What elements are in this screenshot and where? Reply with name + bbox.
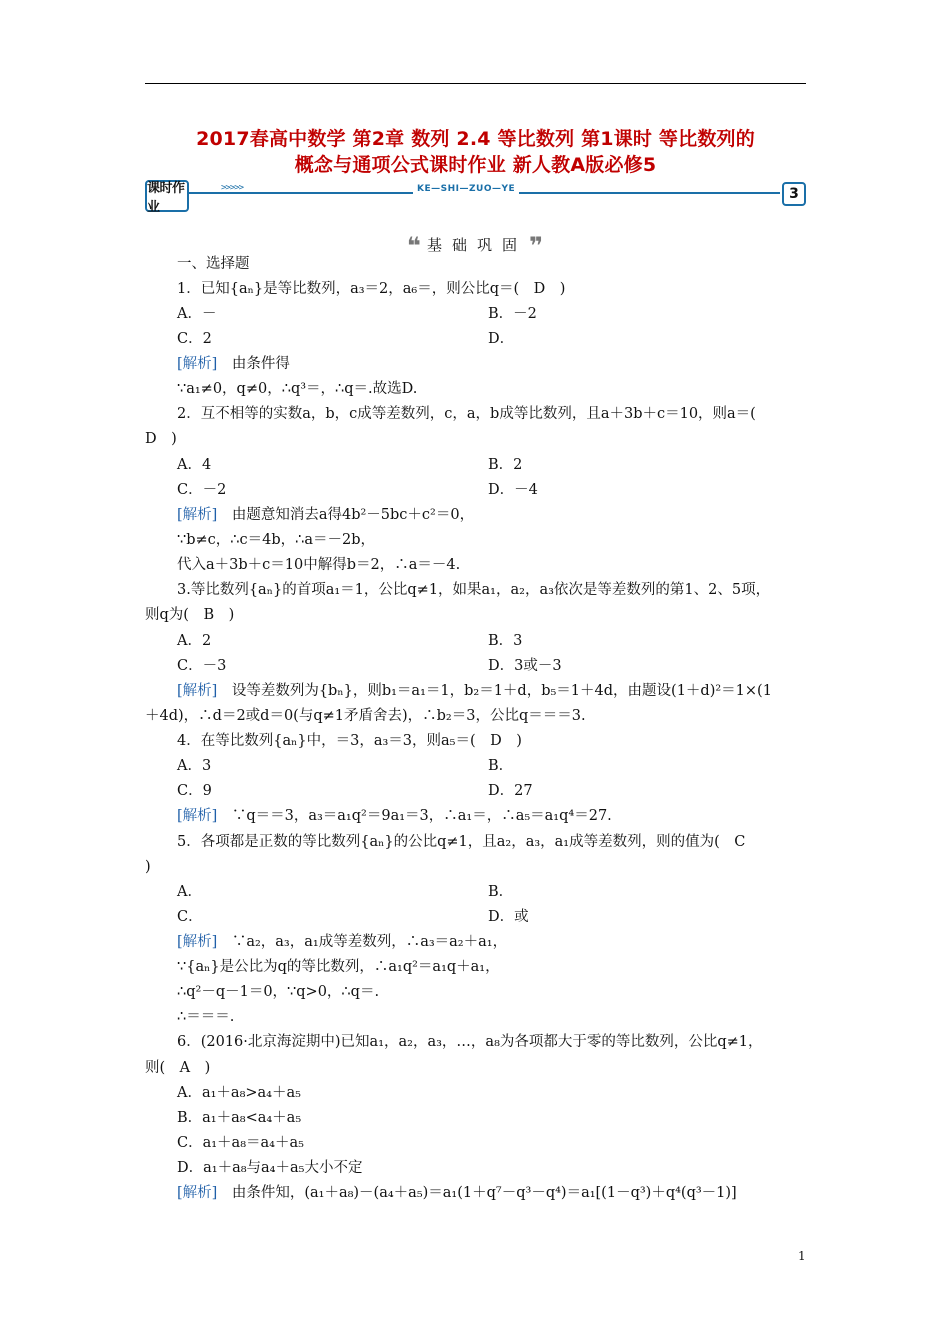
problem-line: B．－2: [488, 306, 537, 322]
section-heading: [0, 232, 950, 260]
problem-line: C．－3: [177, 658, 227, 674]
problem-line: C．9: [177, 783, 212, 799]
problem-line: 则( A ): [145, 1060, 211, 1076]
problem-line: D．－4: [488, 482, 538, 498]
problem-line: 1．已知{aₙ}是等比数列，a₃＝2，a₆＝，则公比q＝( D ): [177, 281, 566, 297]
problem-line: ∴q²－q－1＝0，∵q>0，∴q＝.: [177, 984, 380, 1000]
homework-banner: [145, 180, 806, 215]
problem-line: ＋4d)，∴d＝2或d＝0(与q≠1矛盾舍去)，∴b₂＝3，公比q＝＝＝3.: [145, 708, 586, 724]
problem-line: A．: [177, 884, 202, 900]
problem-line: 4．在等比数列{aₙ}中，＝3，a₃＝3，则a₅＝( D ): [177, 733, 522, 749]
banner-tag: [145, 180, 189, 215]
open-quote-icon: ❝: [406, 232, 421, 260]
problem-line: 一、选择题: [177, 256, 250, 272]
page-title-line1: 2017春高中数学 第2章 数列 2.4 等比数列 第1课时 等比数列的: [196, 128, 755, 150]
problem-line: 则q为( B ): [145, 607, 235, 623]
banner-pinyin: KE—SHI—ZUO—YE: [413, 184, 519, 194]
problem-line: 5．各项都是正数的等比数列{aₙ}的公比q≠1，且a₂，a₃，a₁成等差数列，则的值为( C: [177, 834, 746, 850]
problem-line: D．或: [488, 909, 529, 925]
banner-tag-label: 课时作业: [147, 181, 185, 215]
section-title: 基础巩固: [426, 236, 527, 254]
problem-line: ∵{aₙ}是公比为q的等比数列，∴a₁q²＝a₁q＋a₁，: [177, 959, 500, 975]
problem-line: ): [145, 859, 151, 875]
problem-line: D．a₁＋a₈与a₄＋a₅大小不定: [177, 1160, 363, 1176]
page-title-line2: 概念与通项公式课时作业 新人教A版必修5: [294, 154, 657, 176]
problem-line: 代入a＋3b＋c＝10中解得b＝2，∴a＝－4.: [177, 557, 461, 573]
problem-line: 6．(2016·北京海淀期中)已知a₁，a₂，a₃，…，a₈为各项都大于零的等比数列，公比q≠1，: [177, 1034, 763, 1050]
problem-line: A．2: [177, 633, 212, 649]
problem-line: B．2: [488, 457, 523, 473]
problem-line: D．27: [488, 783, 533, 799]
solution-line: [解析] 由题意知消去a得4b²－5bc＋c²＝0，: [177, 507, 475, 523]
close-quote-icon: ❞: [529, 232, 544, 260]
problem-line: D ): [145, 431, 177, 447]
banner-arrows: >>>>>: [221, 183, 244, 193]
problem-line: ∴＝＝＝.: [177, 1009, 235, 1025]
problem-line: 2．互不相等的实数a，b，c成等差数列，c，a，b成等比数列，且a＋3b＋c＝10，则a＝(: [177, 406, 756, 422]
problem-line: C．: [177, 909, 203, 925]
problem-line: C．－2: [177, 482, 227, 498]
solution-line: [解析] 由条件知，(a₁＋a₈)－(a₄＋a₅)＝a₁(1＋q⁷－q³－q⁴)＝a₁[(1－q³)＋q⁴(q³－1)]: [177, 1185, 737, 1201]
problem-line: B．3: [488, 633, 523, 649]
problem-line: ∵a₁≠0，q≠0，∴q³＝，∴q＝.故选D.: [177, 381, 418, 397]
problem-line: A．3: [177, 758, 212, 774]
problem-line: 3.等比数列{aₙ}的首项a₁＝1，公比q≠1，如果a₁，a₂，a₃依次是等差数列的第1、2、5项，: [177, 582, 771, 598]
page-number: 1: [798, 1249, 806, 1263]
problem-line: C．2: [177, 331, 212, 347]
solution-line: [解析] 设等差数列为{bₙ}，则b₁＝a₁＝1，b₂＝1＋d，b₅＝1＋4d，由题设(1＋d)²＝1×(1: [177, 683, 772, 699]
banner-number: 3: [782, 182, 806, 206]
problem-line: B．: [488, 758, 514, 774]
problem-line: D．3或－3: [488, 658, 562, 674]
problem-line: B．: [488, 884, 514, 900]
solution-line: [解析] ∵q＝＝3，a₃＝a₁q²＝9a₁＝3，∴a₁＝，∴a₅＝a₁q⁴＝27.: [177, 808, 612, 824]
problem-line: A．－: [177, 306, 217, 322]
problem-line: A．a₁＋a₈>a₄＋a₅: [177, 1085, 301, 1101]
solution-line: [解析] ∵a₂，a₃，a₁成等差数列，∴a₃＝a₂＋a₁，: [177, 934, 508, 950]
problem-line: B．a₁＋a₈<a₄＋a₅: [177, 1110, 302, 1126]
problem-line: C．a₁＋a₈＝a₄＋a₅: [177, 1135, 304, 1151]
header-rule: [145, 83, 806, 84]
solution-line: [解析] 由条件得: [177, 356, 290, 372]
problem-line: D．: [488, 331, 515, 347]
problem-line: ∵b≠c，∴c＝4b，∴a＝－2b，: [177, 532, 376, 548]
problem-line: A．4: [177, 457, 212, 473]
